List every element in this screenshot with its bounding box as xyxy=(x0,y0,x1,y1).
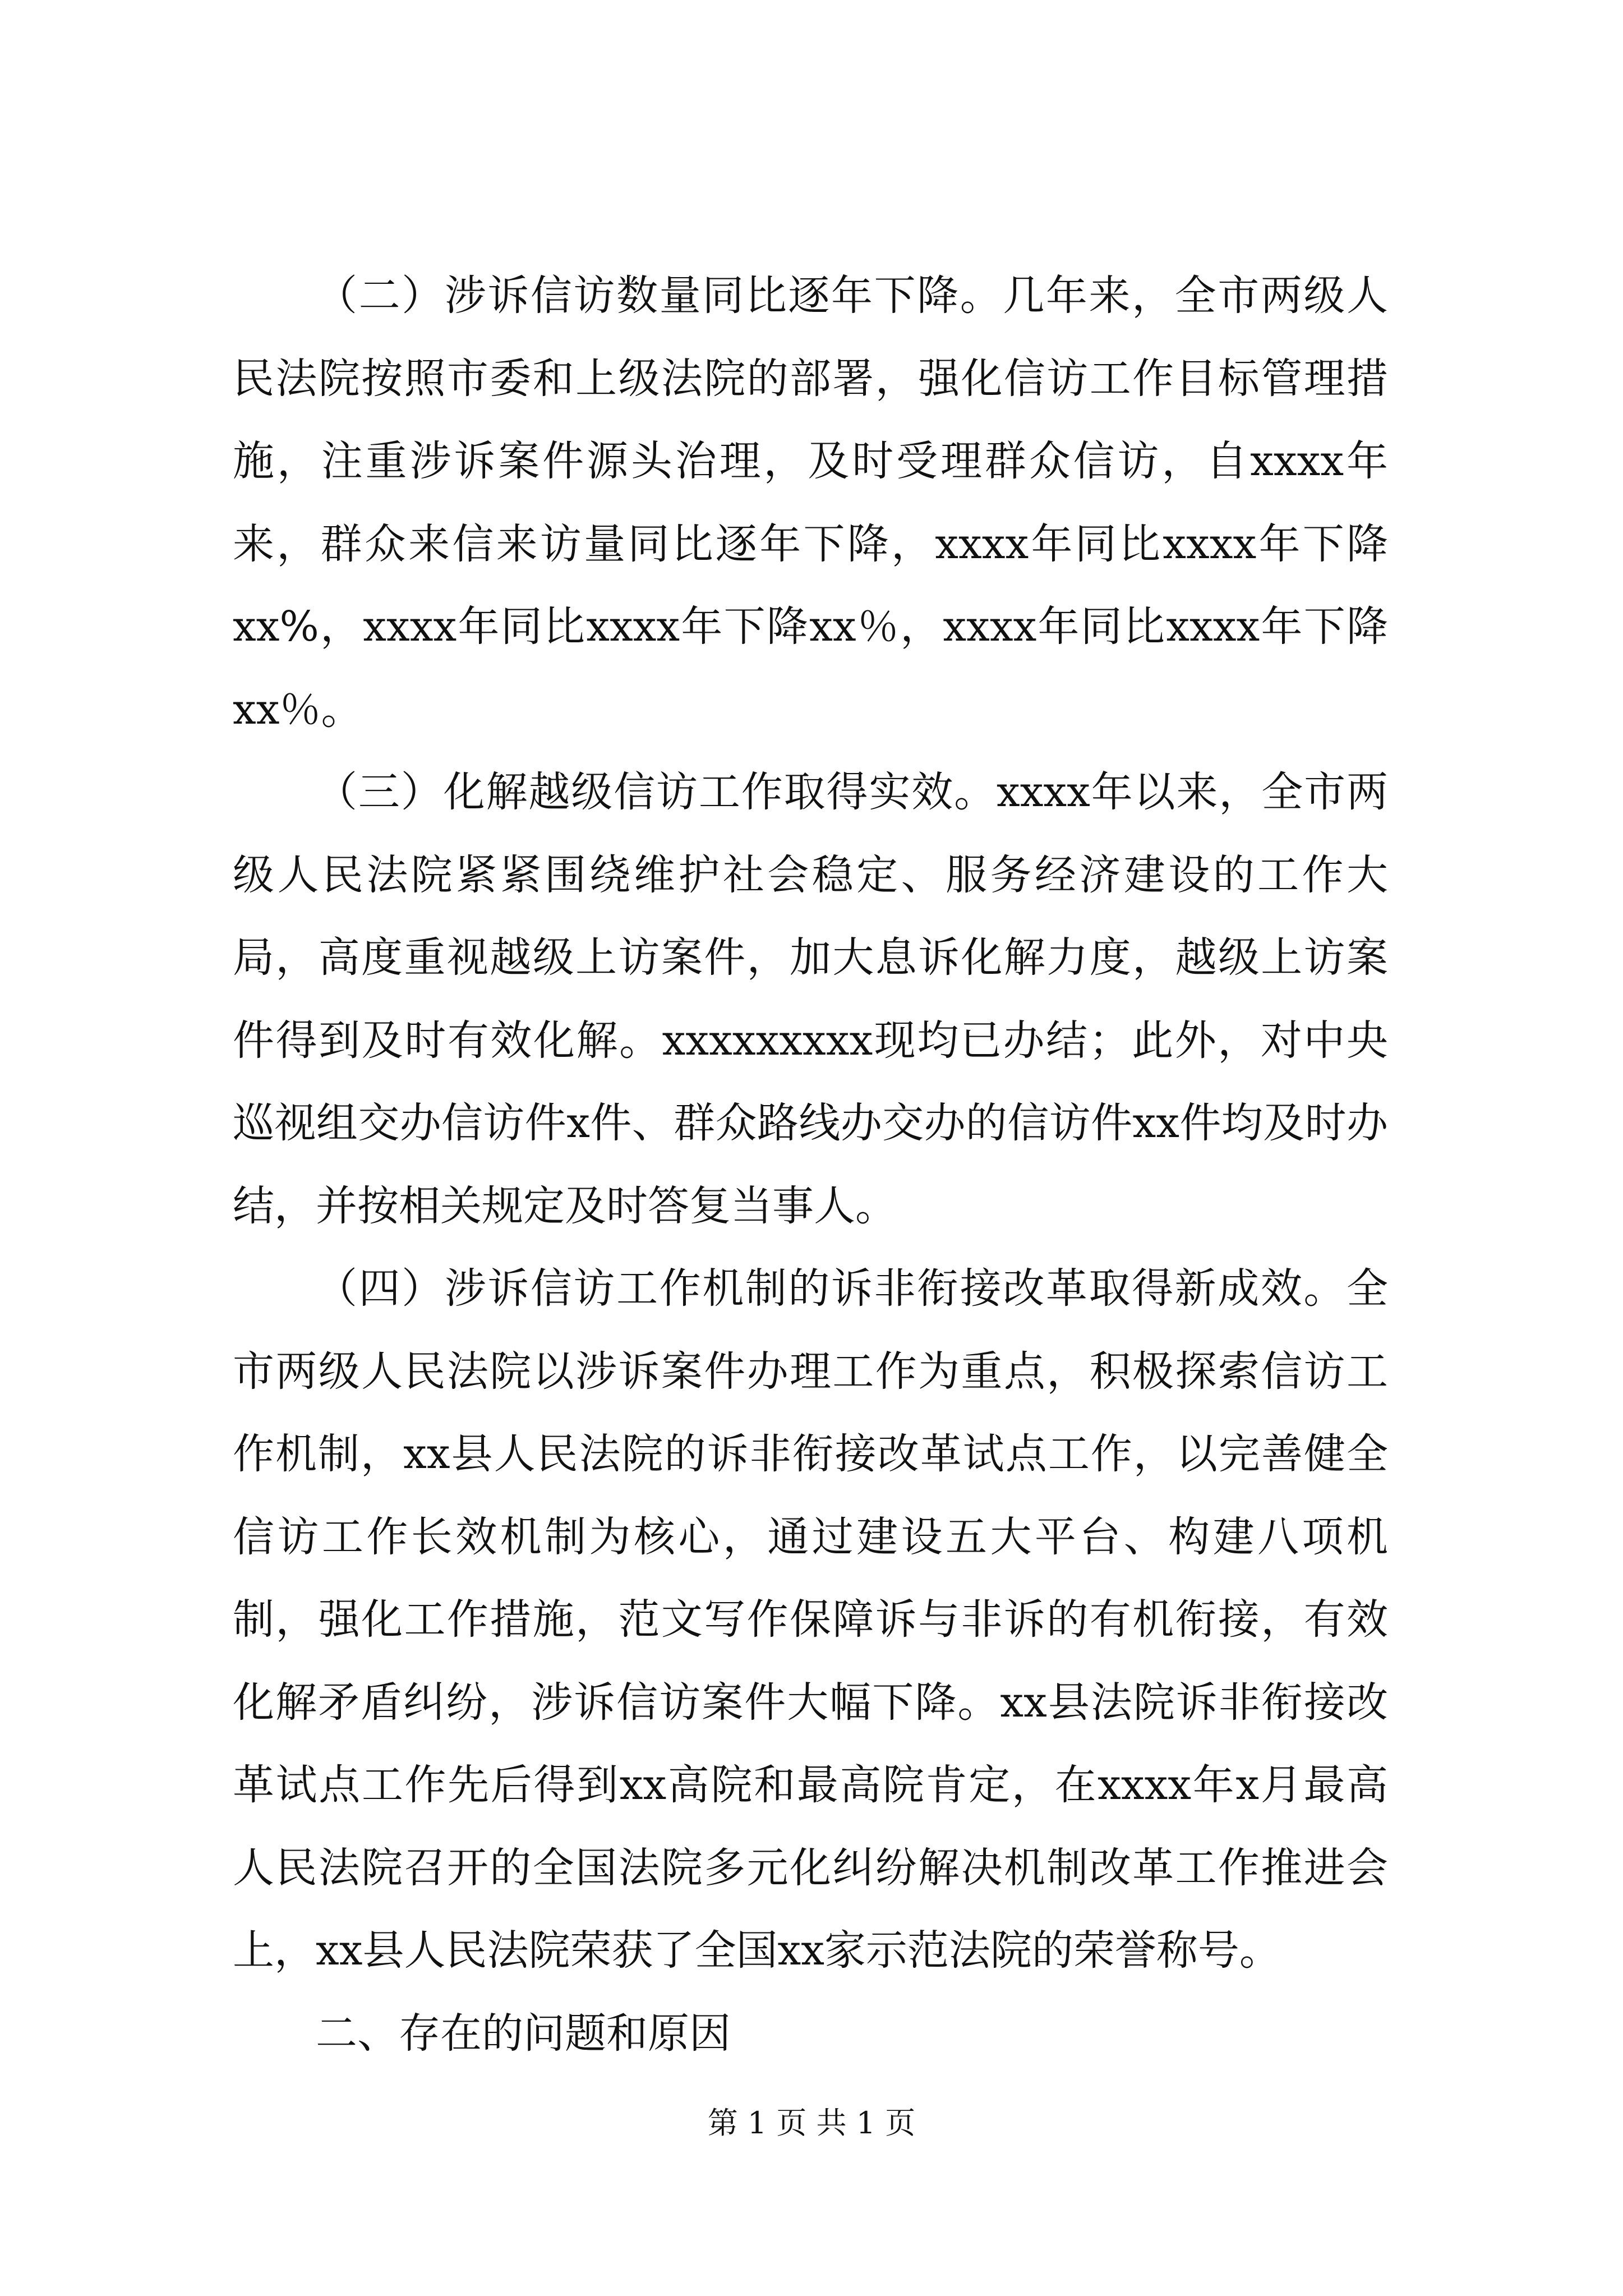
document-body xyxy=(233,255,1388,2075)
page-footer: 第 1 页 共 1 页 xyxy=(707,2105,916,2141)
paragraph-complaint-volume: （二）涉诉信访数量同比逐年下降。几年来，全市两级人民法院按照市委和上级法院的部署，强化信访工作目标管理措施，注重涉诉案件源头治理，及时受理群众信访，自xxxx年来，群众来信来访量同比逐年下降，xxxx年同比xxxx年下降xx%，xxxx年同比xxxx年下降xx％，xxxx年同比xxxx年下降xx％。 xyxy=(233,272,1388,734)
section-heading-problems: 二、存在的问题和原因 xyxy=(316,2009,731,2058)
paragraph-escalated-petitions: （三）化解越级信访工作取得实效。xxxx年以来，全市两级人民法院紧紧围绕维护社会稳定、服务经济建设的工作大局，高度重视越级上访案件，加大息诉化解力度，越级上访案件得到及时有效化解。xxxxxxxxx现均已办结；此外，对中央巡视组交办信访件x件、群众路线办交办的信访件xx件均及时办结，并按相关规定及时答复当事人。 xyxy=(233,768,1388,1230)
paragraph-mechanism-reform: （四）涉诉信访工作机制的诉非衔接改革取得新成效。全市两级人民法院以涉诉案件办理工作为重点，积极探索信访工作机制，xx县人民法院的诉非衔接改革试点工作，以完善健全信访工作长效机制为核心，通过建设五大平台、构建八项机制，强化工作措施，范文写作保障诉与非诉的有机衔接，有效化解矛盾纠纷，涉诉信访案件大幅下降。xx县法院诉非衔接改革试点工作先后得到xx高院和最高院肯定，在xxxx年x月最高人民法院召开的全国法院多元化纠纷解决机制改革工作推进会上，xx县人民法院荣获了全国xx家示范法院的荣誉称号。 xyxy=(233,1264,1388,1975)
